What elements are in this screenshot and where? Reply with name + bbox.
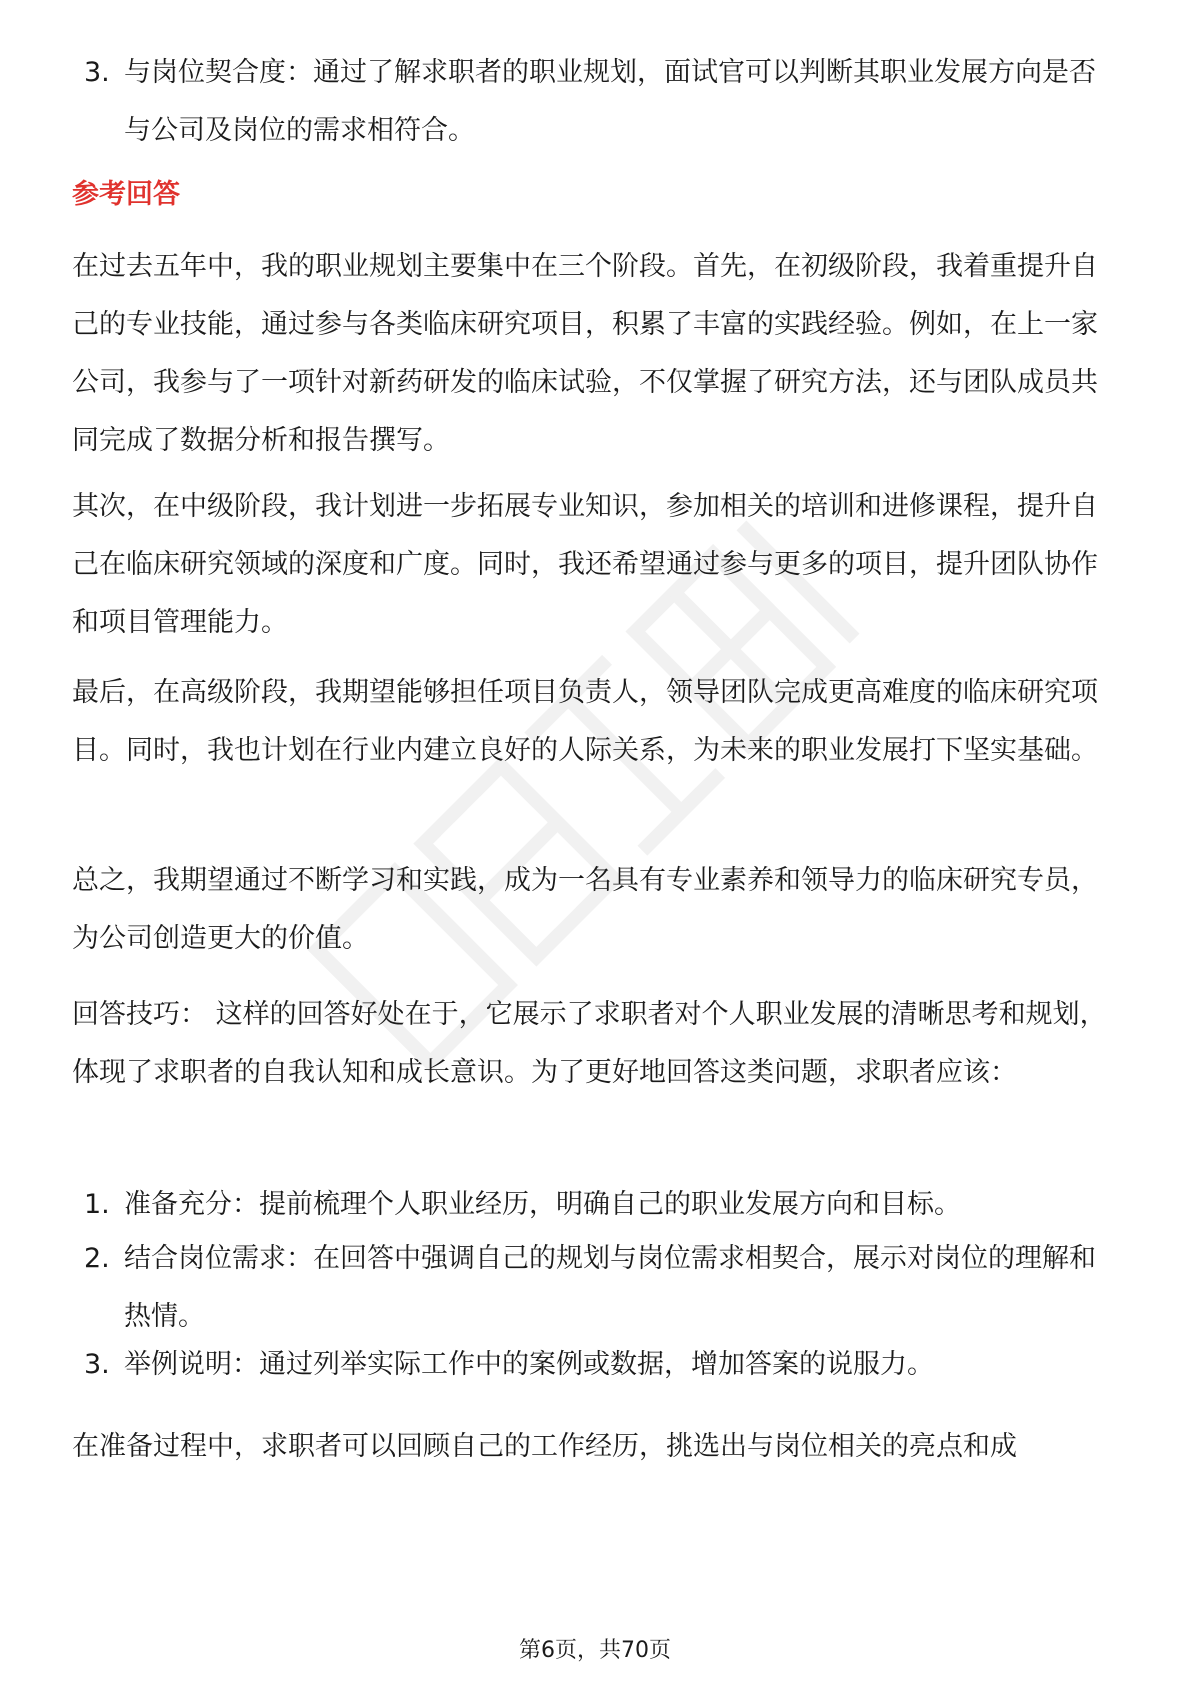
page-footer: 第6页，共70页 [519, 1638, 671, 1663]
section-heading: 参考回答 [72, 179, 180, 210]
paragraph: 其次，在中级阶段，我计划进一步拓展专业知识，参加相关的培训和进修课程，提升自己在临床研究领域的深度和广度。同时，我还希望通过参与更多的项目，提升团队协作和项目管理能力。 [72, 491, 1098, 638]
list-text: 准备充分：提前梳理个人职业经历，明确自己的职业发展方向和目标。 [124, 1189, 961, 1220]
list-number: 1. [84, 1189, 110, 1220]
paragraph: 在准备过程中，求职者可以回顾自己的工作经历，挑选出与岗位相关的亮点和成 [72, 1431, 1017, 1462]
list-number: 2. [84, 1243, 110, 1274]
list-text: 结合岗位需求：在回答中强调自己的规划与岗位需求相契合，展示对岗位的理解和热情。 [124, 1243, 1096, 1332]
list-number: 3. [84, 1349, 110, 1380]
paragraph: 在过去五年中，我的职业规划主要集中在三个阶段。首先，在初级阶段，我着重提升自己的专业技能，通过参与各类临床研究项目，积累了丰富的实践经验。例如，在上一家公司，我参与了一项针对新药研发的临床试验，不仅掌握了研究方法，还与团队成员共同完成了数据分析和报告撰写。 [72, 251, 1098, 456]
tips-intro-paragraph: 回答技巧： 这样的回答好处在于，它展示了求职者对个人职业发展的清晰思考和规划，体现了求职者的自我认知和成长意识。为了更好地回答这类问题，求职者应该： [72, 999, 1107, 1088]
paragraph: 最后，在高级阶段，我期望能够担任项目负责人，领导团队完成更高难度的临床研究项目。同时，我也计划在行业内建立良好的人际关系，为未来的职业发展打下坚实基础。 [72, 677, 1098, 766]
paragraph: 总之，我期望通过不断学习和实践，成为一名具有专业素养和领导力的临床研究专员，为公司创造更大的价值。 [72, 865, 1098, 954]
list-text: 举例说明：通过列举实际工作中的案例或数据，增加答案的说服力。 [124, 1349, 934, 1380]
list-number: 3. [84, 57, 110, 88]
list-text: 与岗位契合度：通过了解求职者的职业规划，面试官可以判断其职业发展方向是否与公司及岗位的需求相符合。 [124, 57, 1096, 146]
